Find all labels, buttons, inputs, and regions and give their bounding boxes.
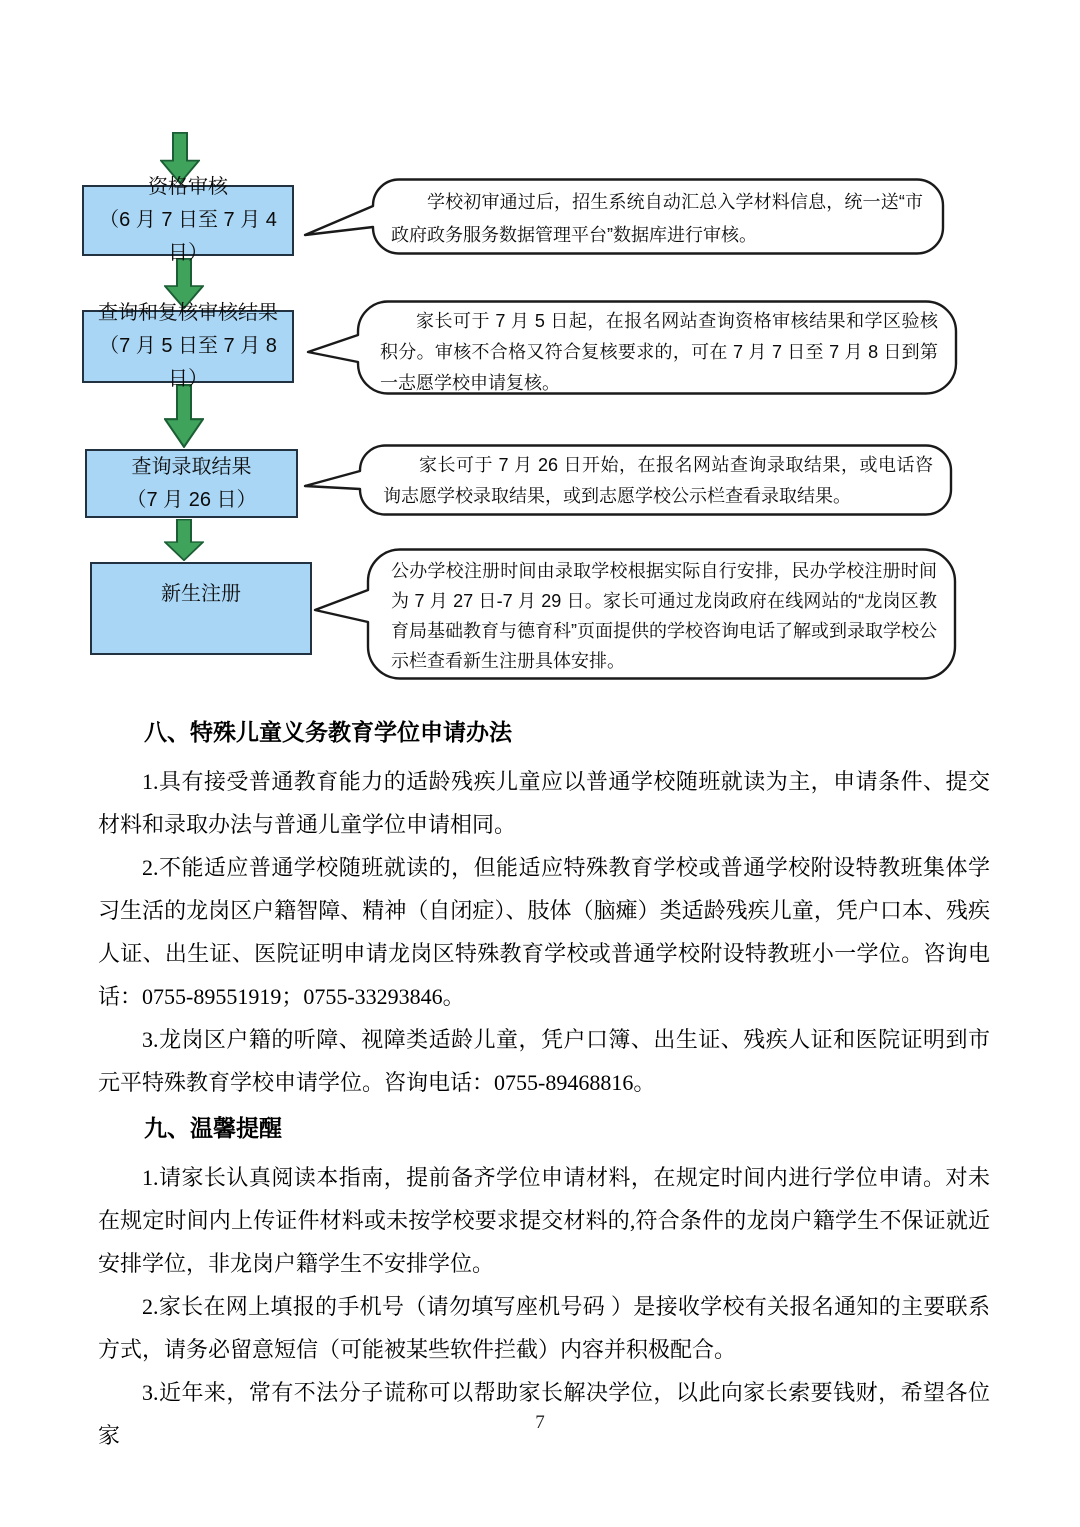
step-box-new-student-registration <box>90 562 312 655</box>
callout-text: 家长可于 7 月 5 日起，在报名网站查询资格审核结果和学区验核积分。审核不合格又符合复核要求的，可在 7 月 7 日至 7 月 8 日到第一志愿学校申请复核。 <box>380 311 938 393</box>
enrollment-flowchart <box>0 0 1080 710</box>
step-label: 资格审核 <box>148 176 228 198</box>
step-label: 查询录取结果 <box>131 455 252 478</box>
page-number: 7 <box>535 1412 545 1433</box>
step-dates: （7 月 26 日） <box>126 488 257 511</box>
callout-text: 家长可于 7 月 26 日开始，在报名网站查询录取结果，或电话咨询志愿学校录取结果，或到志愿学校公示栏查看录取结果。 <box>383 455 933 506</box>
down-arrow-icon <box>164 519 204 561</box>
paragraph: 3.龙岗区户籍的听障、视障类适龄儿童，凭户口簿、出生证、残疾人证和医院证明到市元平特殊教育学校申请学位。咨询电话：0755-89468816。 <box>98 1027 990 1095</box>
step-label: 新生注册 <box>161 583 241 605</box>
callout-text: 公办学校注册时间由录取学校根据实际自行安排，民办学校注册时间为 7 月 27 日-7 月 29 日。家长可通过龙岗政府在线网站的“龙岗区教育局基础教育与德育科”页面提供的学校咨询电话了解或到录取学校公示栏查看新生注册具体安排。 <box>391 561 937 671</box>
document-body <box>98 716 990 1457</box>
step-dates: （7 月 5 日至 7 月 8 日） <box>99 335 277 390</box>
callout-bubble-query-and-recheck <box>302 300 958 395</box>
callout-bubble-eligibility-review <box>303 178 945 255</box>
step-box-eligibility-review <box>82 176 294 264</box>
section-heading-friendly-reminders: 九、温馨提醒 <box>144 1115 282 1141</box>
paragraph: 3.近年来，常有不法分子谎称可以帮助家长解决学位，以此向家长索要钱财，希望各位家 <box>98 1380 990 1448</box>
paragraph: 1.请家长认真阅读本指南，提前备齐学位申请材料，在规定时间内进行学位申请。对未在规定时间内上传证件材料或未按学校要求提交材料的,符合条件的龙岗户籍学生不保证就近安排学位，非龙岗户籍学生不安排学位。 <box>98 1165 990 1276</box>
step-box-admission-results <box>85 449 298 518</box>
callout-text: 学校初审通过后，招生系统自动汇总入学材料信息，统一送“市政府政务服务数据管理平台”数据库进行审核。 <box>391 192 923 245</box>
callout-bubble-registration <box>313 548 957 680</box>
paragraph: 2.不能适应普通学校随班就读的，但能适应特殊教育学校或普通学校附设特教班集体学习生活的龙岗区户籍智障、精神（自闭症）、肢体（脑瘫）类适龄残疾儿童，凭户口本、残疾人证、出生证、医院证明申请龙岗区特殊教育学校或普通学校附设特教班小一学位。咨询电话：0755-89551919；0755-33293846。 <box>98 855 990 1009</box>
paragraph: 1.具有接受普通教育能力的适龄残疾儿童应以普通学校随班就读为主，申请条件、提交材料和录取办法与普通儿童学位申请相同。 <box>98 769 990 837</box>
step-label: 查询和复核审核结果 <box>98 302 278 324</box>
step-box-query-and-recheck-results <box>82 302 294 390</box>
paragraph: 2.家长在网上填报的手机号（请勿填写座机号码 ）是接收学校有关报名通知的主要联系方式，请务必留意短信（可能被某些软件拦截）内容并积极配合。 <box>98 1294 990 1362</box>
section-heading-special-children: 八、特殊儿童义务教育学位申请办法 <box>144 719 512 745</box>
callout-bubble-admission-results <box>303 444 953 516</box>
step-dates: （6 月 7 日至 7 月 4 日） <box>99 209 277 264</box>
